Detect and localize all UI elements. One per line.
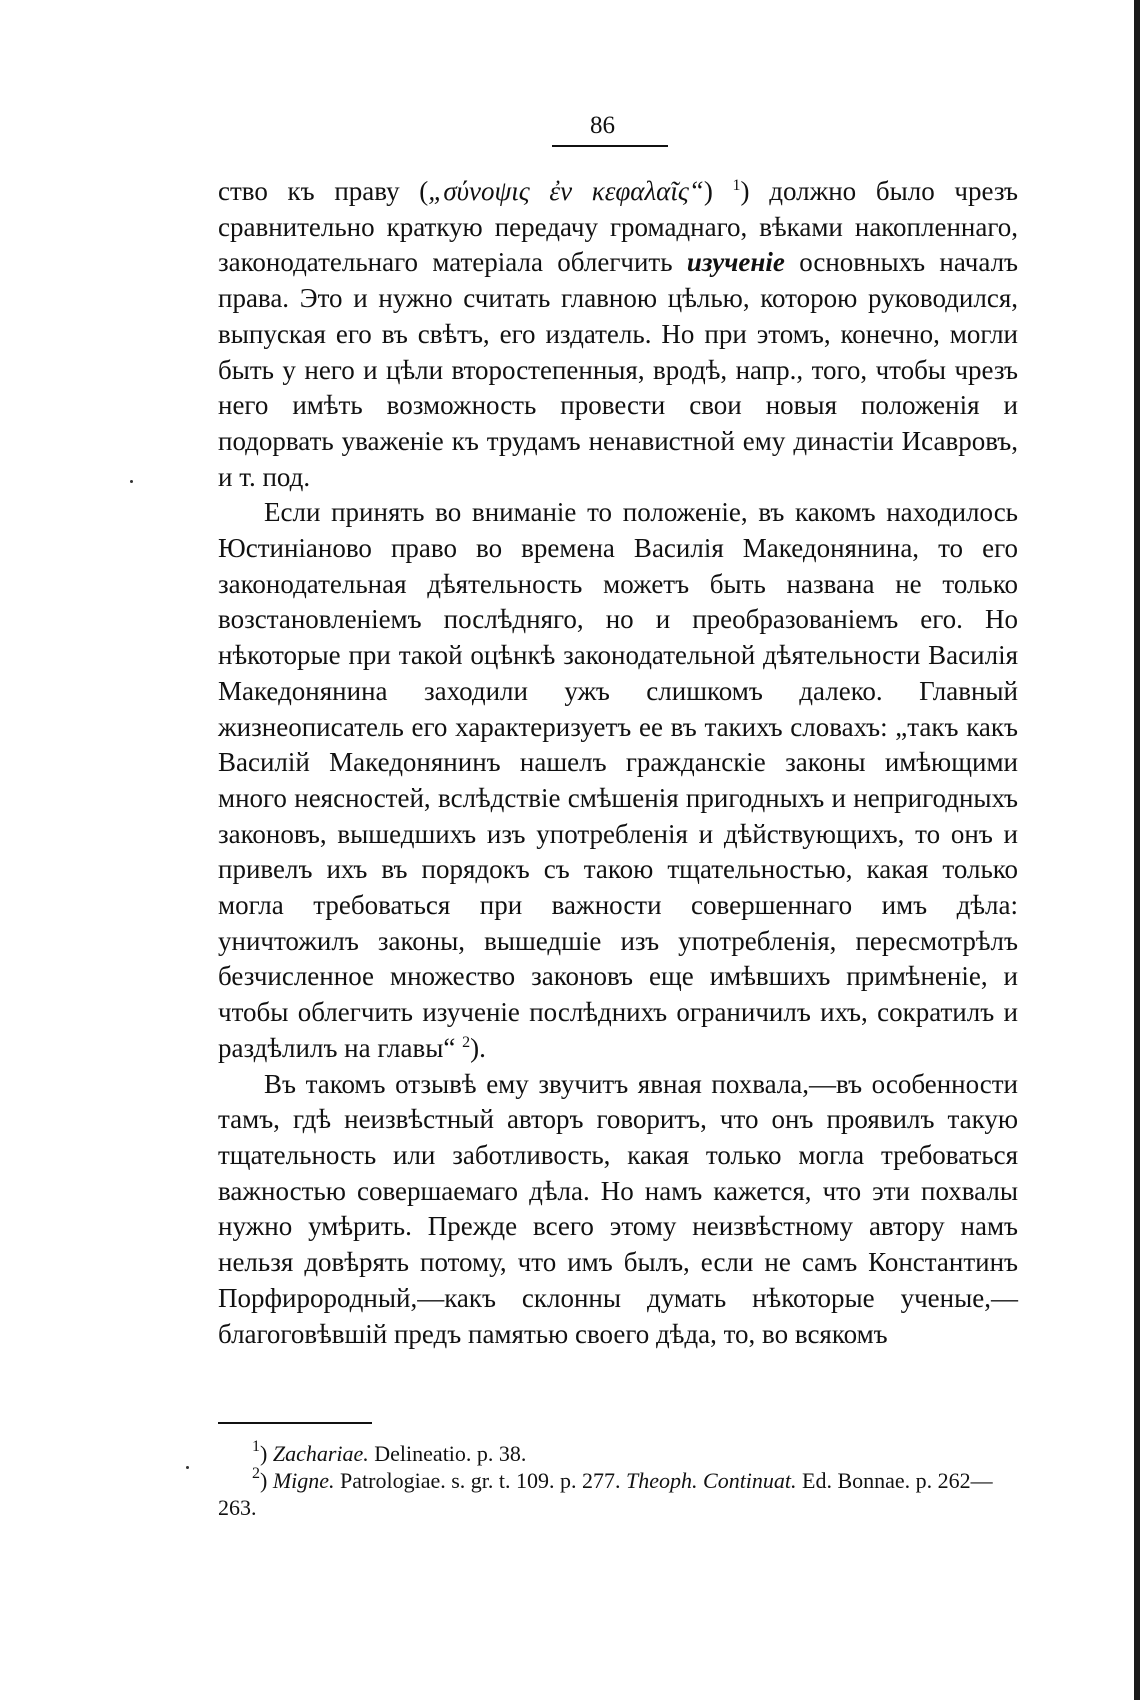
footnote — [218, 1440, 1018, 1467]
scan-speck — [186, 1466, 189, 1469]
text-run: ) должно было чрезъ сравнительно краткую передачу громаднаго, вѣками накопленнаго, законодательнаго матеріала облегчить — [218, 176, 1018, 278]
text-run: ) — [260, 1468, 273, 1493]
footnotes — [218, 1440, 1018, 1521]
footnote — [218, 1467, 1018, 1521]
paragraph — [218, 174, 1018, 495]
text-run: ) — [260, 1441, 273, 1466]
greek-quote: „σύνοψις ἐν κεφαλαῖς“ — [428, 176, 704, 206]
text-run: Въ такомъ отзывѣ ему звучитъ явная похвала,—въ особенности тамъ, гдѣ неизвѣстный авторъ говоритъ, что онъ проявилъ такую тщательность или заботливость, какая только могла требоваться важностью совершаемаго дѣла. Но намъ кажется, что эти похвалы нужно умѣрить. Прежде всего этому неизвѣстному автору намъ нельзя довѣрять потому, что имъ былъ, если не самъ Константинъ Порфирородный,—какъ склонны думать нѣкоторые ученые,— благоговѣвшій предъ памятью своего дѣда, то, во всякомъ — [218, 1068, 1018, 1349]
page-number-rule — [552, 145, 668, 147]
footnote-marker: 2 — [462, 1033, 471, 1051]
text-run: Delineatio. p. 38. — [368, 1441, 527, 1466]
text-run: Patrologiae. s. gr. t. 109. p. 277. — [334, 1468, 627, 1493]
text-run: ). — [470, 1032, 486, 1063]
text-run: Если принять во вниманіе то положеніе, въ какомъ находилось Юстиніаново право во времена Василія Македонянина, то его законодательная дѣятельность можетъ быть названа не только возстановленіемъ послѣдняго, но и преобразованіемъ его. Но нѣкоторые при такой оцѣнкѣ законодательной дѣятельности Василія Македонянина заходили ужъ слишкомъ далеко. Главный жизнеописатель его характеризуетъ ее въ такихъ словахъ: „такъ какъ Василій Македонянинъ нашелъ гражданскіе законы имѣющими много неясностей, вслѣдствіе смѣшенія пригодныхъ и непригодныхъ законовъ, вышедшихъ изъ употребленія и дѣйствующихъ, то онъ и привелъ ихъ въ порядокъ съ такою тщательностью, какая только могла требоваться при важности совершеннаго имъ дѣла: уничтожилъ законы, вышедшіе изъ употребленія, пересмотрѣлъ безчисленное множество законовъ еще имѣвшихъ примѣненіе, и чтобы облегчить изученіе послѣднихъ ограничилъ ихъ, сократилъ и раздѣлилъ на главы“ — [218, 497, 1018, 1063]
emphasized-word: изученіе — [686, 247, 785, 278]
text-run: ство къ праву ( — [218, 176, 429, 206]
footnote-marker: 1 — [252, 1438, 260, 1455]
scan-edge-shadow — [1134, 0, 1140, 1700]
text-run: основныхъ началъ права. Это и нужно считать главною цѣлью, которою руководился, выпуская его въ свѣтъ, его издатель. Но при этомъ, конечно, могли быть у него и цѣли второстепенныя, вродѣ, напр., того, чтобы чрезъ него имѣть возможность провести свои новыя положенія и подорвать уваженіе къ трудамъ ненавистной ему династіи Исавровъ, и т. под. — [218, 247, 1019, 492]
italic-citation: Zachariae. — [272, 1441, 369, 1466]
footnote-separator — [218, 1422, 372, 1424]
footnote-marker: 1 — [732, 177, 741, 194]
italic-citation: Migne. — [272, 1468, 335, 1493]
text-run: ) — [703, 176, 733, 206]
main-text — [218, 174, 1018, 1352]
page-number: 86 — [590, 112, 615, 139]
paragraph — [218, 1067, 1018, 1353]
paragraph — [218, 495, 1018, 1066]
scan-speck — [130, 480, 133, 483]
text-run: Ed. Bonnae. p. 262—263. — [218, 1468, 993, 1520]
footnote-marker: 2 — [252, 1465, 260, 1482]
italic-citation: Theoph. Continuat. — [626, 1468, 797, 1493]
